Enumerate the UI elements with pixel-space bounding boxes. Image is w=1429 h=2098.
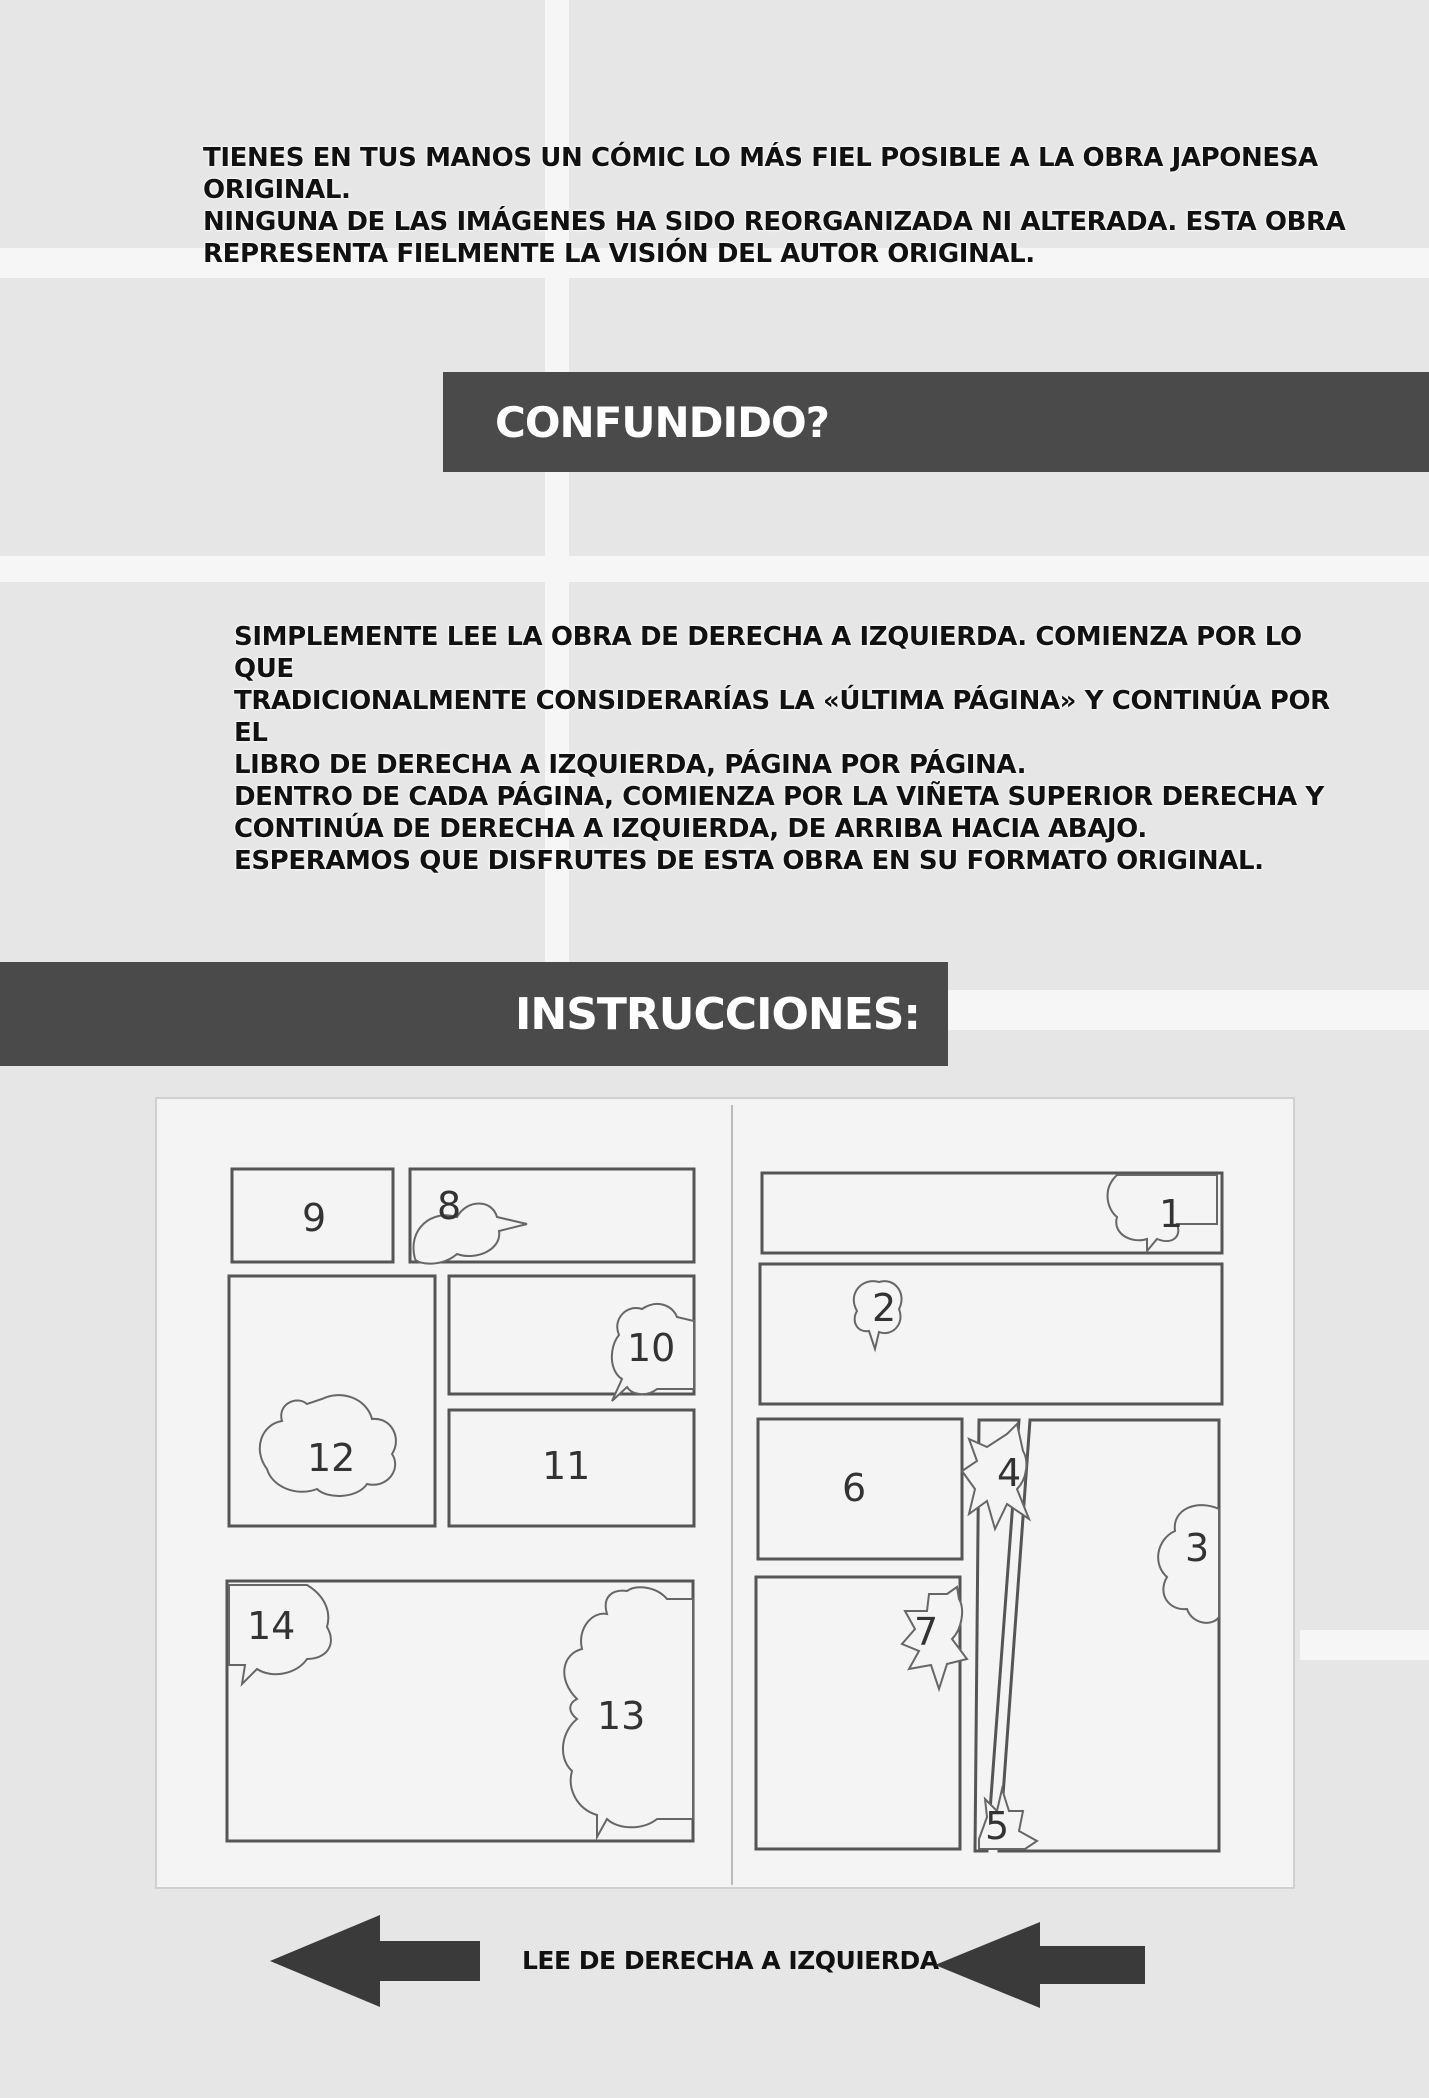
read-direction-label: LEE DE DERECHA A IZQUIERDA xyxy=(522,1946,939,1975)
intro-paragraph: TIENES EN TUS MANOS UN CÓMIC LO MÁS FIEL POSIBLE A LA OBRA JAPONESA ORIGINAL. NINGUNA DE LAS IMÁGENES HA SIDO REORGANIZADA NI ALTERADA. ESTA OBRA REPRESENTA FIELMENTE LA VISIÓN DEL AUTOR ORIGINAL. xyxy=(203,143,1346,269)
panel-number-10: 10 xyxy=(627,1326,676,1370)
instructions-banner xyxy=(0,962,948,1066)
panel-3 xyxy=(999,1420,1219,1851)
balloon-8 xyxy=(413,1204,527,1264)
panel-number-5: 5 xyxy=(985,1804,1010,1848)
panel-number-2: 2 xyxy=(872,1286,897,1330)
left-arrow-icon xyxy=(935,1922,1147,2008)
background-grid-line xyxy=(1300,1630,1429,1660)
panel-number-8: 8 xyxy=(437,1184,462,1228)
panel-order-diagram-svg xyxy=(157,1099,1297,1891)
confused-banner xyxy=(443,372,1429,472)
background-grid-line xyxy=(948,990,1429,1030)
panel-order-diagram xyxy=(155,1097,1295,1889)
background-grid-line xyxy=(0,556,1429,582)
panel-number-1: 1 xyxy=(1159,1192,1184,1236)
instructions-heading: INSTRUCCIONES: xyxy=(515,988,921,1040)
panel-number-11: 11 xyxy=(542,1444,591,1488)
confused-heading: CONFUNDIDO? xyxy=(495,397,830,447)
panel-number-4: 4 xyxy=(997,1451,1022,1495)
reading-instructions-paragraph: SIMPLEMENTE LEE LA OBRA DE DERECHA A IZQUIERDA. COMIENZA POR LO QUE TRADICIONALMENTE CONSIDERARÍAS LA «ÚLTIMA PÁGINA» Y CONTINÚA POR EL LIBRO DE DERECHA A IZQUIERDA, PÁGINA POR PÁGINA. DENTRO DE CADA PÁGINA, COMIENZA POR LA VIÑETA SUPERIOR DERECHA Y CONTINÚA DE DERECHA A IZQUIERDA, DE ARRIBA HACIA ABAJO. ESPERAMOS QUE DISFRUTES DE ESTA OBRA EN SU FORMATO ORIGINAL. xyxy=(234,622,1330,876)
panel-2 xyxy=(760,1264,1222,1404)
panel-number-14: 14 xyxy=(247,1604,296,1648)
panel-number-9: 9 xyxy=(302,1196,327,1240)
panel-number-13: 13 xyxy=(597,1694,646,1738)
panel-number-7: 7 xyxy=(914,1610,939,1654)
panel-number-3: 3 xyxy=(1185,1526,1210,1570)
panel-number-6: 6 xyxy=(842,1466,867,1510)
left-arrow-icon xyxy=(270,1915,482,2007)
panel-number-12: 12 xyxy=(307,1436,356,1480)
